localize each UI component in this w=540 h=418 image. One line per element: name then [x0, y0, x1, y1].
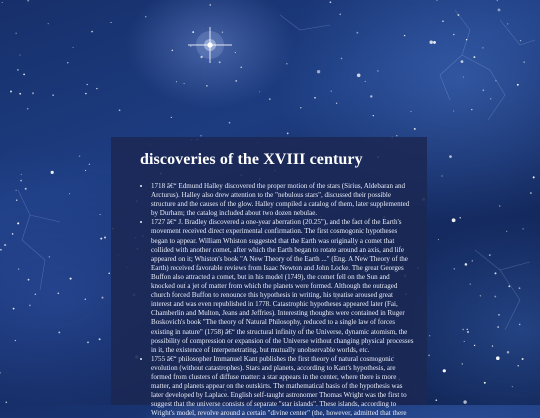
list-item-1718: • 1718 â€“ Edmund Halley discovered the proper motion of the stars (Sirius, Aldebaran and Arcturus). Halley also drew attention to the "nebulous stars", discussed their possible structure and the causes of the glow. Halley compiled a catalog of them, later supplemented by Durham; the catalog included about two dozen nebulae.	[151, 182, 415, 218]
discoveries-list	[140, 182, 415, 418]
bright-star-icon	[188, 27, 232, 63]
content-card	[111, 137, 427, 418]
list-item-1755: • 1755 â€“ philosopher Immanuel Kant publishes the first theory of natural cosmogonic evolution (without catastrophes). Stars and planets, according to Kant's hypothesis, are formed from clusters of diffuse matter: a star appears in the center, where there is more matter, and planets appear on the outskirts. The mathematical basis of the hypothesis was later developed by Laplace. English self-taught astronomer Thomas Wright was the first to suggest that the universe consists of separate "star islands". These islands, according to Wright's model, revolve around a certain "divine center" (the, however, admitted that there	[151, 355, 415, 418]
list-item-1727: • 1727 â€“ J. Bradley discovered a one-year aberration (20.25"), and the fact of the Earth's movement received direct experimental confirmation. The first cosmogonic hypotheses began to appear. William Whiston suggested that the Earth was originally a comet that collided with another comet, after which the Earth began to rotate around an axis, and life appeared on it; Whiston's book "A New Theory of the Earth ..." (Eng. A New Theory of the Earth) received favorable reviews from Isaac Newton and John Locke. The great Georges Buffon also attracted a comet, but in his model (1749), the comet fell on the Sun and knocked out a jet of matter from which the planets were formed. Although the outraged church forced Buffon to renounce this hypothesis in writing, his treatise aroused great interest and was even republished in 1778. Catastrophic hypotheses appeared later (Fai, Chamberlin and Multon, Jeans and Jeffries). Interesting thoughts were contained in Ruger Boskovich's book "The theory of Natural Philosophy, reduced to a single law of forces existing in nature" (1758) â€“ the structural infinity of the Universe, dynamic atomism, the possibility of compression or expansion of the Universe without changing physical processes in it, the existence of interpenetrating, but mutually unobservable worlds, etc.	[151, 218, 415, 354]
page-title: discoveries of the XVIII century	[140, 151, 363, 168]
